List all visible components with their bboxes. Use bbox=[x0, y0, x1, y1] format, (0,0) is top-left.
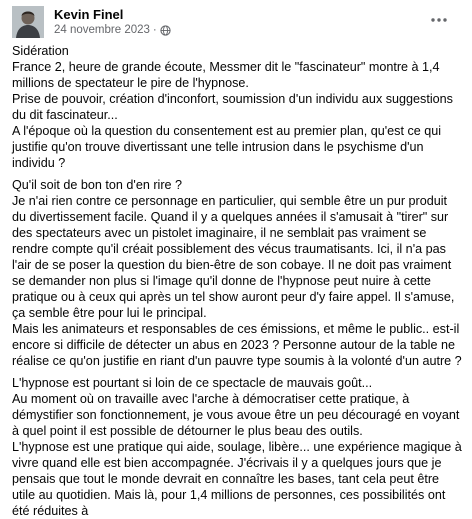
post-text bbox=[12, 43, 462, 519]
globe-icon bbox=[160, 25, 171, 36]
paragraph: Mais les animateurs et responsables de ces émissions, et même le public.. est-il encore si difficile de détecter un abus en 2023 ? Personne autour de la table ne réalise ce qu'on justifie en riant d'un pauvre type soumis à la volonté d'un autre ? bbox=[12, 322, 462, 368]
paragraph: France 2, heure de grande écoute, Messmer dit le "fascinateur" montre à 1,4 millions de spectateur le pire de l'hypnose. bbox=[12, 60, 440, 90]
post-meta bbox=[54, 24, 171, 36]
post-date[interactable]: 24 novembre 2023 bbox=[54, 24, 150, 36]
paragraph: Je n'ai rien contre ce personnage en particulier, qui semble être un pur produit du divertissement facile. Quand il y a quelques années il s'amusait à "tirer" sur des spectateurs avec un pistolet imaginaire, il ne semblait pas vraiment se rendre compte qu'il créait possiblement des vécus traumatisants. Ici, il n'a pas l'air de se poser la question du bien-être de son cobaye. Il ne doit pas vraiment se demander non plus si l'image qu'il donne de l'hypnose peut nuire à cette pratique ou à ceux qui après un tel show auront peur d'y faire appel. Il s'amuse, ça semble être pour lui le principal. bbox=[12, 194, 455, 320]
paragraph: Au moment où on travaille avec l'arche à démocratiser cette pratique, à démystifier son fonctionnement, je vous avoue être un peu découragé en voyant à quel point il est possible de détourner le plus beau des outils. bbox=[12, 392, 460, 438]
author-name[interactable]: Kevin Finel bbox=[54, 7, 124, 22]
meta-separator: · bbox=[152, 24, 157, 36]
paragraph: A l'époque où la question du consentement est au premier plan, qu'est ce qui justifie qu'on trouve divertissant une telle intrusion dans le psychisme d'un individu ? bbox=[12, 124, 442, 170]
paragraph: Qu'il soit de bon ton d'en rire ? bbox=[12, 178, 183, 192]
paragraph: Sidération bbox=[12, 44, 69, 58]
paragraph: Prise de pouvoir, création d'inconfort, soumission d'un individu aux suggestions du dit fascinateur... bbox=[12, 92, 453, 122]
more-options-icon[interactable] bbox=[426, 8, 452, 32]
avatar-image bbox=[12, 6, 44, 38]
post-header bbox=[12, 6, 462, 38]
paragraph: L'hypnose est une pratique qui aide, soulage, libère... une expérience magique à vivre quand elle est bien accompagnée. J'écrivais il y a quelques jours que je pensais que tout le monde devrait en connaître les bases, tant cela peut être utile au quotidien. Mais là, pour 1,4 millions de personnes, ces possibilités ont été réduites à bbox=[12, 440, 462, 518]
paragraph: L'hypnose est pourtant si loin de ce spectacle de mauvais goût... bbox=[12, 376, 373, 390]
avatar[interactable] bbox=[12, 6, 44, 38]
